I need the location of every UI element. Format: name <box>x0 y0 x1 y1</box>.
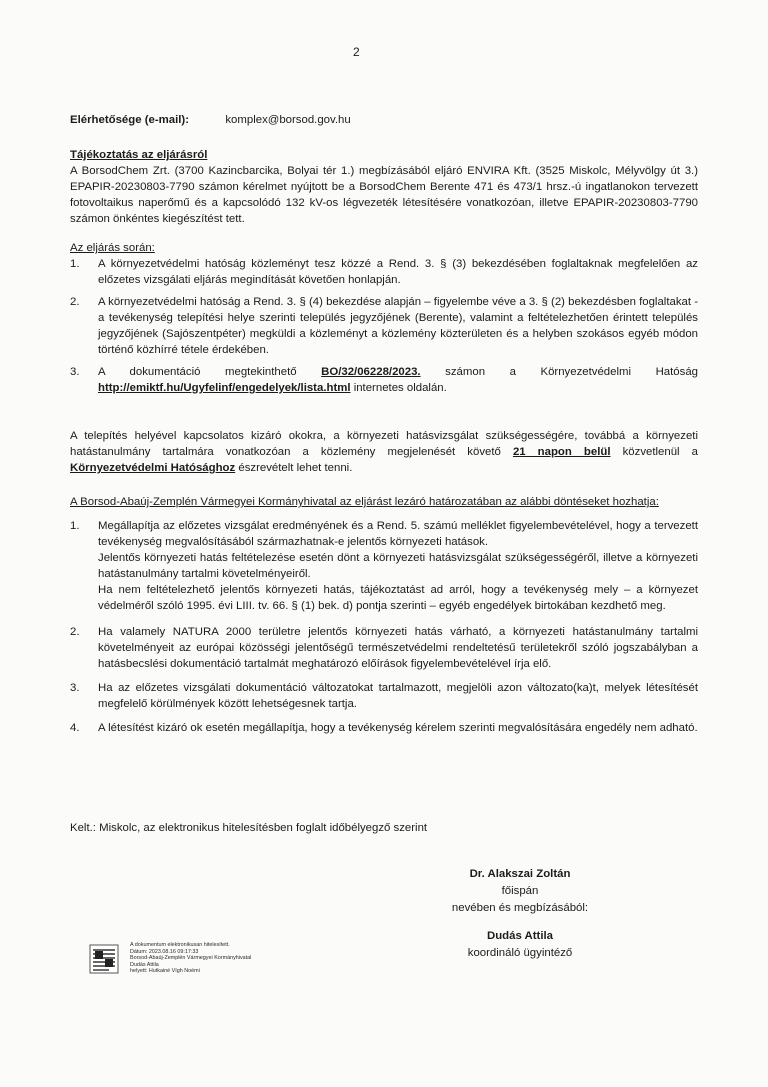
decision-item <box>70 720 698 736</box>
signature-block-primary <box>420 866 620 917</box>
e-signature-stamp-icon <box>89 944 119 974</box>
stamp-line: Borsod-Abaúj-Zemplén Vármegyei Kormányhivatal <box>130 955 252 962</box>
decision-item <box>70 680 698 712</box>
stamp-date: Dátum: 2023.08.16 09:17:33 <box>130 948 199 955</box>
decision-item-text: A létesítést kizáró ok esetén megállapítja, hogy a tevékenység kérelem szerinti megvalósítására engedély nem adható. <box>98 722 698 734</box>
decision-item-number: 3. <box>70 682 80 694</box>
procedure-item-number: 3. <box>70 366 80 378</box>
decisions-heading: A Borsod-Abaúj-Zemplén Vármegyei Kormányhivatal az eljárást lezáró határozatában az alábbi döntéseket hozhatja: <box>70 496 659 508</box>
objection-text: A telepítés helyével kapcsolatos kizáró okokra, a környezeti hatásvizsgálat szükségességére, továbbá a környezeti hatástanulmány tartalmára vonatkozóan a közlemény megjelenését követő <box>70 430 698 458</box>
procedure-item <box>70 364 698 396</box>
procedure-item-text: A dokumentáció megtekinthető <box>98 366 322 378</box>
procedure-item-number: 1. <box>70 258 80 270</box>
signatory-title: főispán <box>501 885 539 897</box>
procedure-item-text: internetes oldalán. <box>350 382 447 394</box>
procedure-item <box>70 256 698 288</box>
procedure-item-text: A környezetvédelmi hatóság a Rend. 3. § (4) bekezdése alapján – figyelembe véve a 3. § (2) bekezdésben foglaltakat - a tevékenység telepítési helye szerinti település jegyzőjének (Berente), valamint a feltételezhetően érintett település jegyzőjének (Sajószentpéter) megküldi a közleményt a közlemény közterületen és a helyben szokásos egyéb módon történő közhírré tétele érdekében. <box>98 296 698 356</box>
decision-item-text: Ha az előzetes vizsgálati dokumentáció változatokat tartalmazott, megjelöli azon változato(ka)t, melyek létesítését megfelelő körülmények között lehetségesnek tartja. <box>98 682 698 710</box>
decision-item-text: Megállapítja az előzetes vizsgálat eredményének és a Rend. 5. számú melléklet figyelembevételével, hogy a tervezett tevékenység megvalósításából származhatnak-e jelentős környezeti hatások. <box>98 520 698 548</box>
decision-item-text: Ha nem feltételezhető jelentős környezeti hatás, tájékoztatást ad arról, hogy a tevékenység mely – a környezet védelméről szóló 1995. évi LIII. tv. 66. § (1) bek. d) pontja szerinti – egyéb engedélyek birtokában kezdhető meg. <box>98 584 698 612</box>
procedure-list <box>70 256 698 396</box>
stamp-line: Dudás Attila <box>130 961 159 968</box>
authority-url-link[interactable]: http://emiktf.hu/Ugyfelinf/engedelyek/lista.html <box>98 382 351 394</box>
contact-line <box>70 112 698 128</box>
objection-text: közvetlenül a <box>610 446 698 458</box>
e-signature-stamp-text <box>130 942 251 975</box>
procedure-item-number: 2. <box>70 296 80 308</box>
info-section <box>70 147 698 227</box>
contact-email[interactable]: komplex@borsod.gov.hu <box>225 114 351 126</box>
procedure-item <box>70 294 698 358</box>
authority-name: Környezetvédelmi Hatósághoz <box>70 462 236 474</box>
decisions-section <box>70 494 698 736</box>
page-number: 2 <box>353 45 360 59</box>
procedure-section <box>70 240 698 396</box>
signatory-note: nevében és megbízásából: <box>451 902 589 914</box>
info-paragraph: A BorsodChem Zrt. (3700 Kazincbarcika, Bolyai tér 1.) megbízásából eljáró ENVIRA Kft. (3525 Miskolc, Mélyvölgy út 3.) EPAPIR-20230803-7790 számon kérelmet nyújtott be a BorsodChem Berente 471 és 473/1 hrsz.-ú ingatlanokon tervezett fotovoltaikus naperőmű és a kapcsolódó 132 kV-os légvezeték létesítésére vonatkozóan, illetve EPAPIR-20230803-7790 számon önkéntes kiegészítést tett. <box>70 165 698 225</box>
decision-item <box>70 624 698 672</box>
decision-item-text: Jelentős környezeti hatás feltételezése esetén dönt a környezeti hatásvizsgálat szükségességéről, illetve a környezeti hatástanulmány tartalmi követelményeiről. <box>98 552 698 580</box>
decision-item <box>70 518 698 614</box>
procedure-item-text: számon a Környezetvédelmi Hatóság <box>420 366 699 378</box>
procedure-heading: Az eljárás során: <box>70 242 155 254</box>
info-heading: Tájékoztatás az eljárásról <box>70 149 208 161</box>
signatory-name: Dudás Attila <box>486 930 554 942</box>
contact-label: Elérhetősége (e-mail): <box>70 114 190 126</box>
objection-paragraph <box>70 428 698 476</box>
signature-block-secondary <box>420 928 620 962</box>
decision-item-number: 1. <box>70 520 80 532</box>
stamp-line: A dokumentum elektronikusan hitelesített. <box>130 942 230 948</box>
decision-item-number: 2. <box>70 626 80 638</box>
deadline-days: 21 napon belül <box>512 446 611 458</box>
decisions-list <box>70 518 698 736</box>
stamp-line: helyett: Hutkainé Vígh Noémi <box>130 968 200 975</box>
procedure-item-text: A környezetvédelmi hatóság közleményt tesz közzé a Rend. 3. § (3) bekezdésében foglaltaknak megfelelően az előzetes vizsgálati eljárás megindítását követően honlapján. <box>98 258 698 286</box>
signatory-name: Dr. Alakszai Zoltán <box>469 868 571 880</box>
decision-item-text: Ha valamely NATURA 2000 területre jelentős környezeti hatás várható, a környezeti hatástanulmány tartalmi követelményeit az európai közösségi jelentőségű természetvédelmi rendeltetésű területekről szóló jogszabályban a hatásbecslési dokumentáció tartalmát meghatározó előírások figyelembevételével írja elő. <box>98 626 698 670</box>
decision-item-number: 4. <box>70 722 80 734</box>
dated-line: Kelt.: Miskolc, az elektronikus hitelesítésben foglalt időbélyegző szerint <box>70 822 428 834</box>
case-reference-number: BO/32/06228/2023. <box>321 366 421 378</box>
signatory-title: koordináló ügyintéző <box>467 947 573 959</box>
objection-text: észrevételt lehet tenni. <box>235 462 353 474</box>
